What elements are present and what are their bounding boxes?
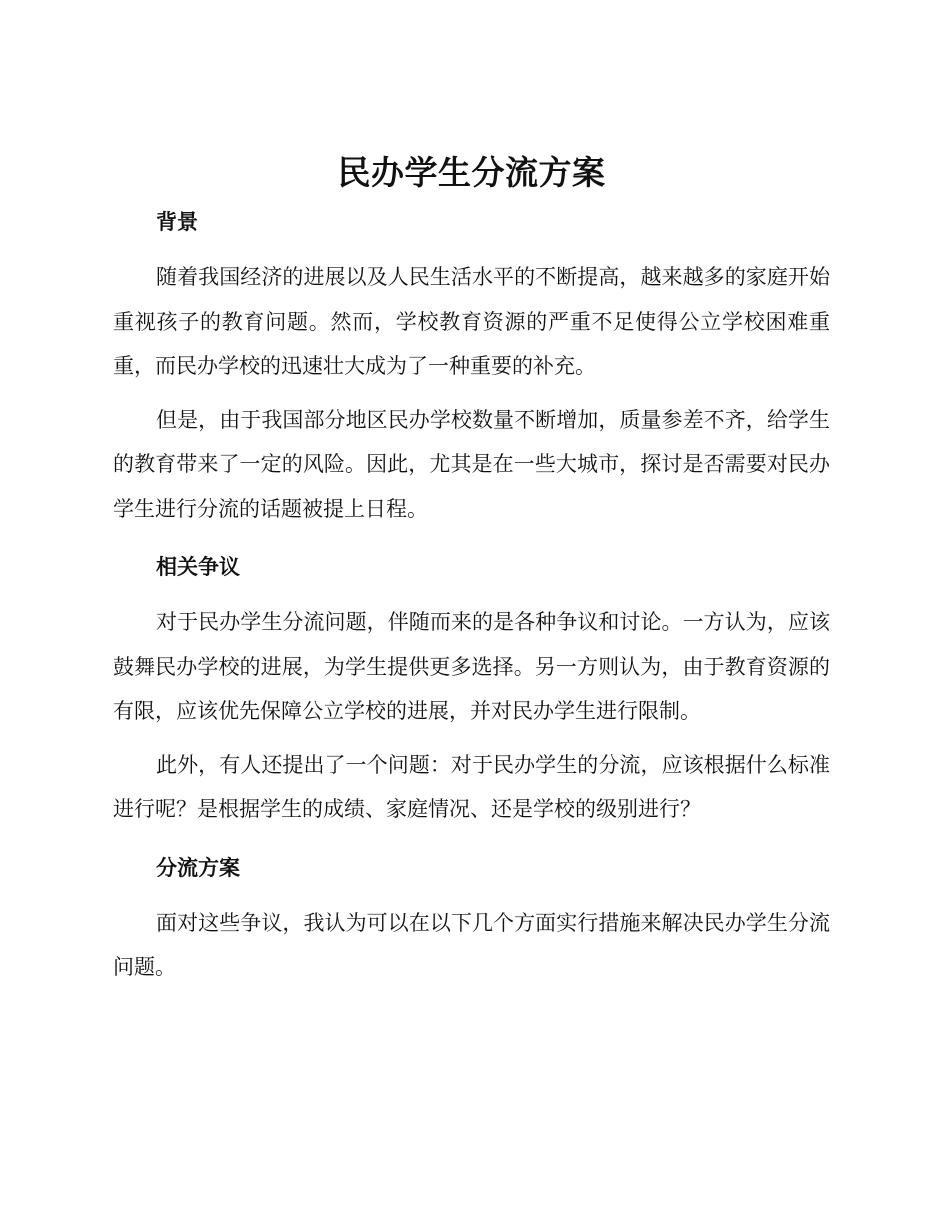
section-heading-plan: 分流方案	[156, 855, 240, 880]
paragraph-background-2: 但是，由于我国部分地区民办学校数量不断增加，质量参差不齐，给学生的教育带来了一定的风险。因此，尤其是在一些大城市，探讨是否需要对民办学生进行分流的话题被提上日程。	[113, 407, 830, 521]
document-page	[113, 148, 830, 990]
section-heading-controversy: 相关争议	[156, 555, 240, 579]
paragraph-plan-1: 面对这些争议，我认为可以在以下几个方面实行措施来解决民办学生分流问题。	[113, 910, 830, 979]
paragraph-controversy-1: 对于民办学生分流问题，伴随而来的是各种争议和讨论。一方认为，应该鼓舞民办学校的进展，为学生提供更多选择。另一方则认为，由于教育资源的有限，应该优先保障公立学校的进展，并对民办学生进行限制。	[113, 610, 830, 723]
document-title: 民办学生分流方案	[337, 153, 606, 192]
paragraph-controversy-2: 此外，有人还提出了一个问题：对于民办学生的分流，应该根据什么标准进行呢？是根据学生的成绩、家庭情况、还是学校的级别进行？	[113, 752, 830, 821]
section-heading-background: 背景	[156, 210, 198, 234]
paragraph-background-1: 随着我国经济的进展以及人民生活水平的不断提高，越来越多的家庭开始重视孩子的教育问题。然而，学校教育资源的严重不足使得公立学校困难重重，而民办学校的迅速壮大成为了一种重要的补充。	[113, 265, 830, 378]
